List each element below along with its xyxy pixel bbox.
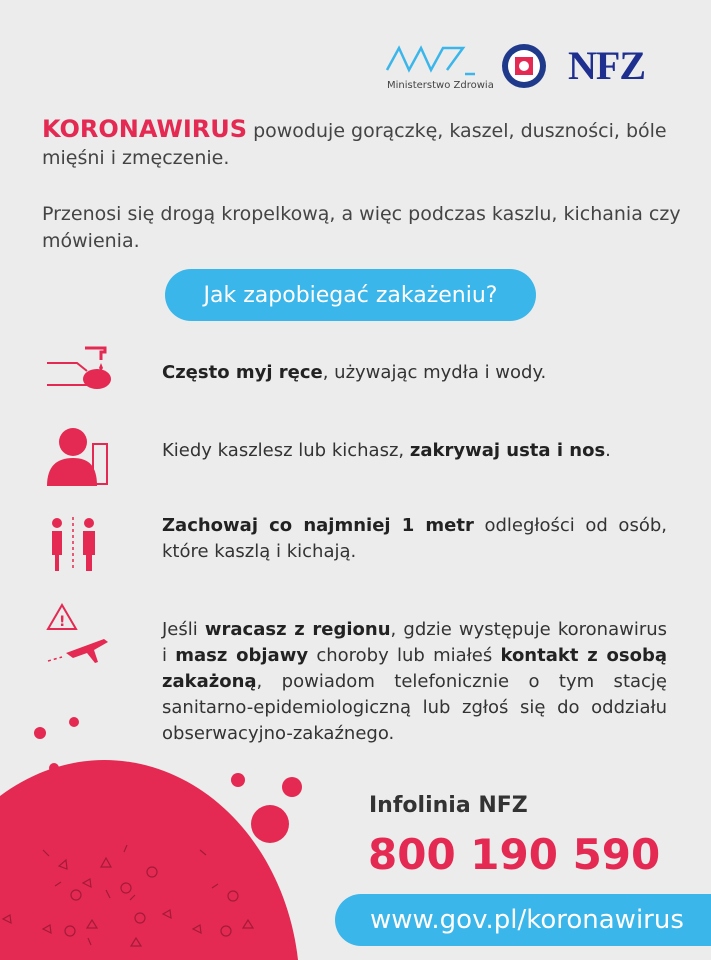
ministry-name: Ministerstwo Zdrowia <box>387 80 494 91</box>
sanepid-seal-icon <box>500 42 548 90</box>
nfz-logo: NFZ <box>568 43 645 88</box>
tip-wash-hands <box>162 360 667 386</box>
distance-icon <box>45 515 105 573</box>
hotline-number[interactable]: 800 190 590 <box>368 830 661 879</box>
emphasis-text: kontakt z osobą zakażoną <box>162 645 667 692</box>
transmission-paragraph: Przenosi się drogą kropelkową, a więc podczas kaszlu, kichania czy mówienia. <box>42 203 681 252</box>
body-text: odległości od osób, które kaszlą i kichają. <box>162 515 667 562</box>
emphasis-text: Często myj ręce <box>162 362 323 383</box>
ministry-logo-icon <box>385 40 480 80</box>
svg-text:!: ! <box>59 614 66 630</box>
body-text: Jeśli <box>162 619 205 640</box>
prevention-heading: Jak zapobiegać zakażeniu? <box>165 269 536 321</box>
emphasis-text: zakrywaj usta i nos <box>409 440 606 461</box>
body-text: , używając mydła i wody. <box>322 362 547 383</box>
tip-keep-distance <box>162 513 667 565</box>
cough-cover-icon <box>45 422 113 488</box>
website-link[interactable]: www.gov.pl/koronawirus <box>335 894 711 946</box>
emphasis-text: wracasz z regionu <box>204 619 391 640</box>
hotline-label: Infolinia NFZ <box>369 793 528 818</box>
headline-koronawirus: KORONAWIRUS <box>42 115 248 143</box>
body-text: , gdzie występuje koronawirus i <box>162 619 668 666</box>
hand-washing-icon <box>45 343 113 393</box>
body-text: choroby lub miałeś <box>308 645 501 666</box>
tip-cover-mouth <box>162 438 667 464</box>
intro-paragraph <box>42 116 682 172</box>
intro-text: powoduje gorączkę, kaszel, duszności, bóle mięśni i zmęczenie. <box>42 120 667 169</box>
warning-travel-icon <box>46 603 110 669</box>
body-text: Kiedy kaszlesz lub kichasz, <box>162 440 410 461</box>
emphasis-text: Zachowaj co najmniej 1 metr <box>162 515 474 536</box>
emphasis-text: masz objawy <box>175 645 309 666</box>
logos <box>385 40 665 100</box>
body-text: . <box>605 440 611 461</box>
body-text: , powiadom telefonicznie o tym stację sanitarno-epidemiologiczną lub zgłoś się do oddziału obserwacyjno-zakaźnego. <box>162 671 667 744</box>
virus-decoration <box>0 690 330 960</box>
